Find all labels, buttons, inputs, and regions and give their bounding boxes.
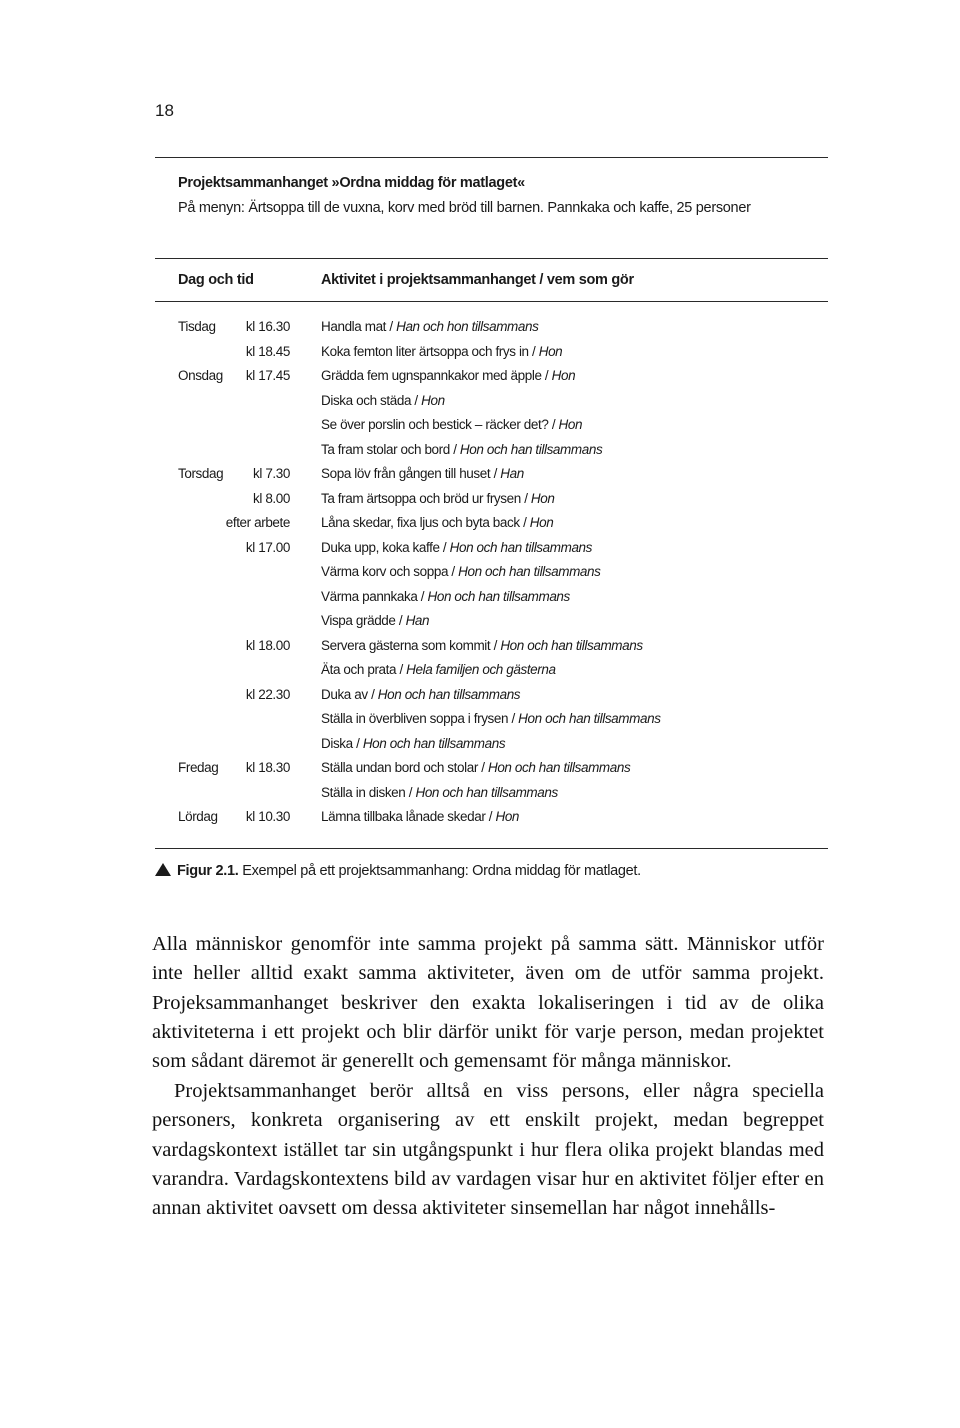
activity-text: Ta fram ärtsoppa och bröd ur frysen / (321, 490, 531, 506)
activity-performer: Hon och han tillsammans (415, 784, 558, 800)
table-row (0, 417, 960, 442)
activity-text: Sopa löv från gången till huset / (321, 466, 501, 481)
row-activity (321, 344, 562, 359)
row-time: kl 18.00 (245, 637, 290, 653)
table-row (0, 344, 960, 369)
figure-caption-text: Exempel på ett projektsammanhang: Ordna middag för matlaget. (238, 863, 641, 879)
activity-performer: Hon och han tillsammans (427, 588, 570, 604)
project-title: Projektsammanhanget »Ordna middag för matlaget« (178, 175, 525, 191)
row-day: Tisdag (178, 319, 216, 334)
activity-text: Ställa in disken / (321, 784, 416, 800)
paragraph-text: Alla människor genomför inte samma projekt på samma sätt. Människor utför inte heller alltid exakt samma aktiviteter, även om de utför samma projekt. Projeksammanhanget beskriver den exakta lokaliseringen i tid av de olika aktiviteterna i ett projekt och blir därför unikt för varje person, medan projektet som sådant däremot är generellt och gemensamt för många människor. (152, 933, 824, 1073)
table-row (0, 442, 960, 467)
row-time: kl 10.30 (245, 809, 290, 824)
figure-caption (155, 863, 641, 879)
table-row (0, 711, 960, 736)
row-activity (321, 662, 556, 677)
activity-text: Lämna tillbaka lånade skedar / (321, 809, 496, 824)
row-day: Onsdag (178, 368, 223, 383)
row-activity (321, 466, 524, 481)
top-rule (155, 157, 828, 158)
activity-text: Duka av / (321, 686, 378, 702)
table-row (0, 589, 960, 614)
activity-performer: Hon (558, 417, 583, 432)
table-row (0, 564, 960, 589)
row-activity (321, 442, 602, 457)
activity-performer: Hon och han tillsammans (362, 735, 506, 751)
row-activity (321, 319, 538, 334)
row-activity (321, 760, 630, 775)
table-row (0, 515, 960, 540)
table-bottom-rule (155, 848, 828, 849)
activity-performer: Hon och han tillsammans (518, 711, 661, 726)
activity-text: Grädda fem ugnspannkakor med äpple / (321, 368, 552, 383)
row-time: kl 17.45 (245, 368, 290, 383)
table-row (0, 393, 960, 418)
activity-performer: Hon (530, 490, 555, 506)
activity-performer: Hon (551, 368, 576, 383)
row-time: kl 22.30 (245, 686, 290, 702)
row-time: kl 18.45 (245, 343, 290, 359)
row-time: kl 8.00 (253, 490, 290, 506)
activity-text: Koka femton liter ärtsoppa och frys in / (321, 343, 539, 359)
table-row (0, 785, 960, 810)
activity-performer: Hon (529, 515, 554, 530)
page-number: 18 (155, 101, 174, 120)
row-activity (321, 417, 582, 432)
table-row (0, 662, 960, 687)
row-day: Fredag (178, 760, 219, 775)
activity-performer: Hon (495, 809, 520, 824)
activity-performer: Hon och han tillsammans (449, 539, 593, 555)
activity-performer: Hon och han tillsammans (377, 686, 521, 702)
activity-performer: Hon (421, 392, 445, 408)
row-activity (321, 613, 429, 628)
table-row (0, 687, 960, 712)
row-activity (321, 736, 505, 751)
row-activity (321, 368, 575, 383)
activity-text: Vispa grädde / (321, 613, 406, 628)
table-row (0, 736, 960, 761)
figure-label: Figur 2.1. (177, 863, 239, 879)
activity-text: Ta fram stolar och bord / (321, 441, 460, 457)
activity-performer: Hon och han tillsammans (459, 441, 603, 457)
row-time: kl 18.30 (245, 760, 290, 775)
row-activity (321, 589, 570, 604)
activity-performer: Han (500, 466, 524, 481)
activity-text: Servera gästerna som kommit / (321, 637, 501, 653)
row-activity (321, 638, 643, 653)
paragraph-text: Projektsammanhanget berör alltså en viss persons, eller några speciella personers, konkreta organisering av ett enskilt projekt, medan begreppet vardagskontext istället tar sin utgångspunkt i hur flera olika projekt blandas med varandra. Vardagskontextens bild av vardagen visar hur en aktivitet följer efter en annan aktivitet oavsett om dessa aktiviteter sinsemellan har något innehålls- (152, 1080, 824, 1220)
activity-text: Värma pannkaka / (321, 588, 428, 604)
activity-text: Duka upp, koka kaffe / (321, 539, 450, 555)
activity-text: Låna skedar, fixa ljus och byta back / (321, 515, 530, 530)
row-activity (321, 711, 661, 726)
column-header-day: Dag och tid (178, 272, 254, 288)
row-activity (321, 809, 519, 824)
row-activity (321, 785, 558, 800)
activity-performer: Han och hon tillsammans (396, 319, 539, 334)
project-menu: På menyn: Ärtsoppa till de vuxna, korv med bröd till barnen. Pannkaka och kaffe, 25 personer (178, 200, 751, 216)
table-row (0, 760, 960, 785)
activity-performer: Hon och han tillsammans (500, 637, 643, 653)
activity-performer: Hon och han tillsammans (458, 564, 601, 579)
table-row (0, 491, 960, 516)
row-time: kl 16.30 (245, 319, 290, 334)
activity-text: Diska / (321, 735, 363, 751)
activity-text: Se över porslin och bestick – räcker det? / (321, 417, 559, 432)
table-header-bottom-rule (155, 301, 828, 302)
row-activity (321, 687, 520, 702)
activity-text: Ställa in överbliven soppa i frysen / (321, 711, 519, 726)
body-paragraph (152, 1077, 824, 1223)
row-activity (321, 540, 592, 555)
activity-performer: Hon (538, 343, 563, 359)
table-row (0, 809, 960, 834)
body-paragraph (152, 930, 824, 1076)
row-day: Lördag (178, 809, 218, 824)
row-activity (321, 491, 554, 506)
table-row (0, 540, 960, 565)
table-row (0, 466, 960, 491)
column-header-activity: Aktivitet i projektsammanhanget / vem som gör (321, 272, 634, 288)
activity-text: Värma korv och soppa / (321, 564, 459, 579)
row-activity (321, 515, 553, 530)
row-time: kl 7.30 (253, 466, 290, 481)
table-row (0, 319, 960, 344)
table-row (0, 368, 960, 393)
activity-text: Ställa undan bord och stolar / (321, 760, 488, 775)
activity-performer: Han (405, 613, 430, 628)
activity-text: Äta och prata / (321, 662, 407, 677)
row-activity (321, 393, 445, 408)
row-activity (321, 564, 601, 579)
activity-text: Handla mat / (321, 319, 397, 334)
activity-performer: Hela familjen och gästerna (406, 662, 556, 677)
activity-performer: Hon och han tillsammans (487, 760, 631, 775)
table-row (0, 613, 960, 638)
row-day: Torsdag (178, 466, 224, 481)
table-header-top-rule (155, 258, 828, 259)
activity-text: Diska och städa / (321, 392, 422, 408)
row-time: efter arbete (225, 515, 290, 530)
table-row (0, 638, 960, 663)
row-time: kl 17.00 (245, 539, 290, 555)
triangle-icon (155, 863, 171, 876)
